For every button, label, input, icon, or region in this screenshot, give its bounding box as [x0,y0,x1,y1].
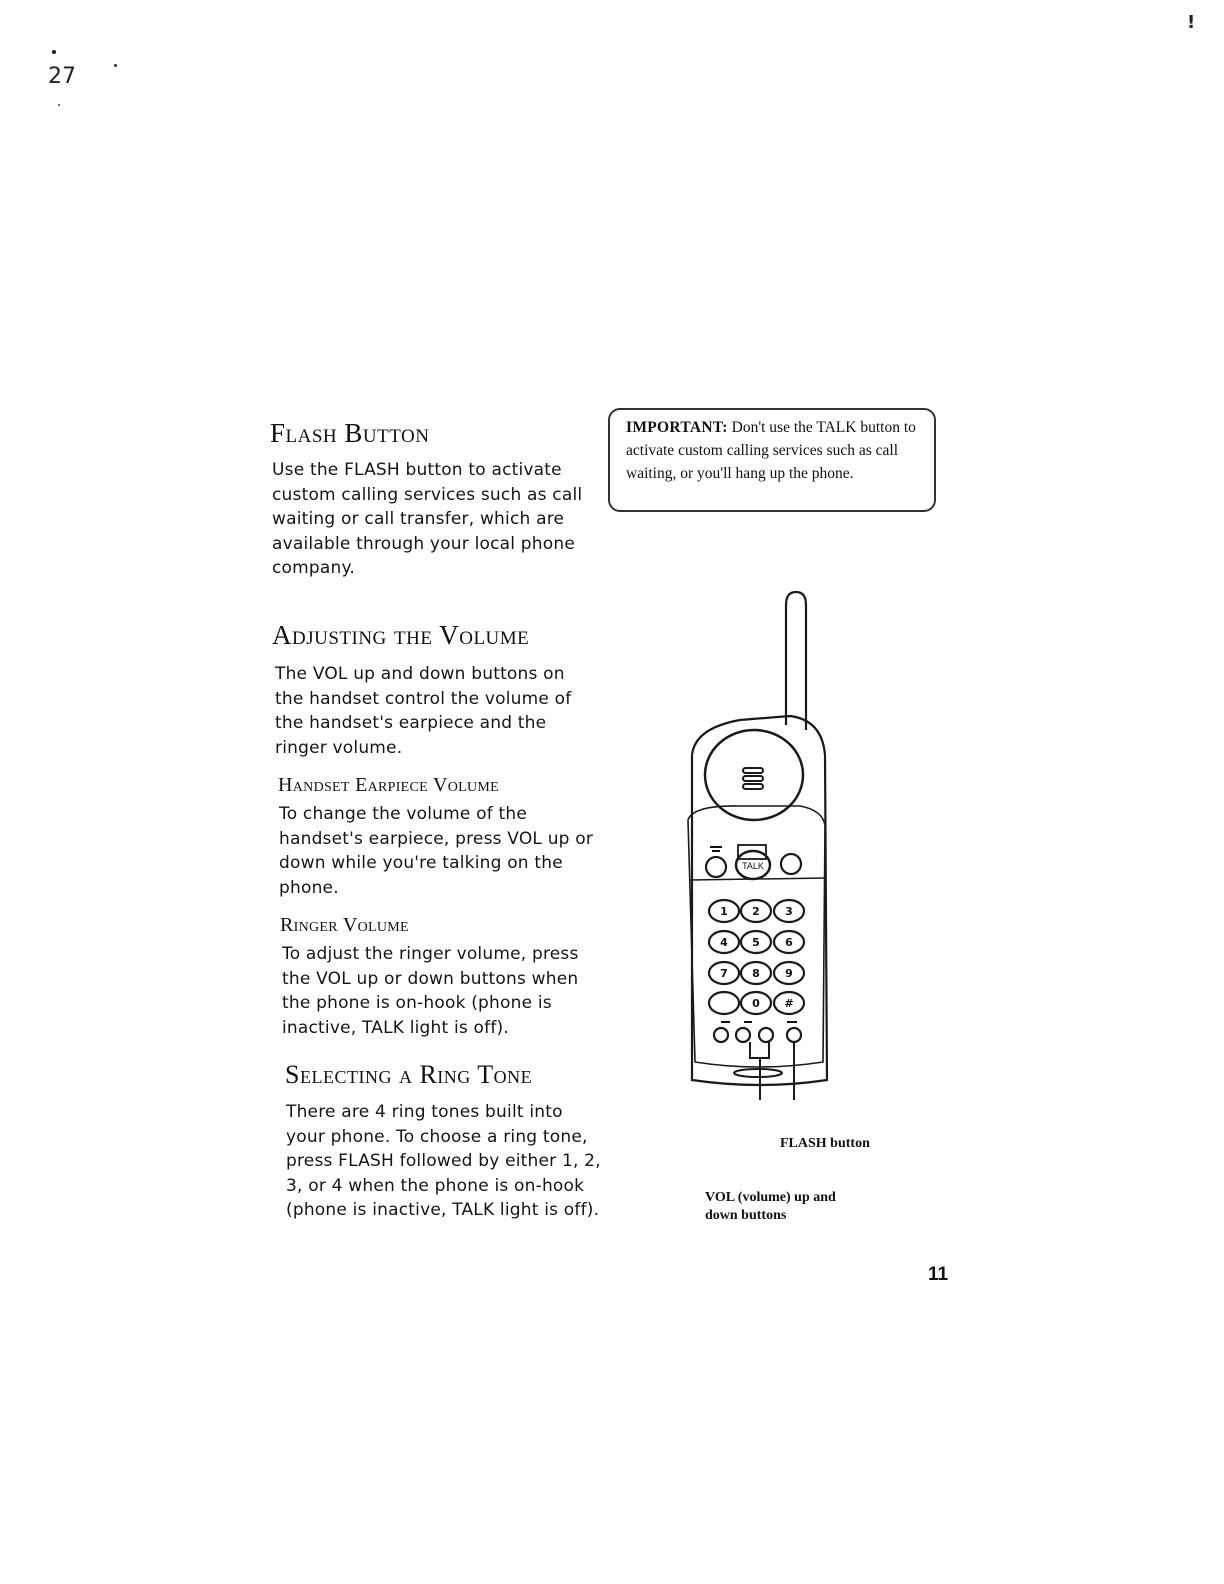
earpiece-slot [743,768,763,773]
vol-up-button [736,1028,750,1042]
important-label: IMPORTANT: [626,419,728,436]
keypad-key-label: 4 [720,936,728,949]
flash-button [787,1028,801,1042]
keypad-key-label: 7 [720,967,728,980]
flash-section-title: Flash Button [270,418,430,448]
vol-callout-line1: VOL (volume) up and [705,1190,836,1205]
scan-dot [58,104,60,106]
keypad-key-label: 2 [752,905,760,918]
keypad-key-label: 3 [785,905,793,918]
earpiece-volume-title: Handset Earpiece Volume [278,774,499,796]
keypad-key [709,992,739,1014]
flash-section-text: Use the FLASH button to activate custom calling services such as call waiting or call transfer, which are available through your local phone company. [272,460,583,578]
keypad-key-label: 1 [720,905,728,918]
keypad-key-label: 9 [785,967,793,980]
keypad-key-label: 8 [752,967,760,980]
earpiece-volume-text: To change the volume of the handset's earpiece, press VOL up or down while you're talking on the phone. [279,804,594,898]
mouthpiece [734,1069,782,1077]
keypad-key-label: # [784,997,794,1010]
vol-down-button [714,1028,728,1042]
keypad-key-label: 6 [785,936,793,949]
vol-callout-line2: down buttons [705,1208,787,1223]
phone-handset-figure [640,580,870,1100]
antenna [786,592,806,730]
earpiece-slot [743,784,763,789]
keypad-key-label: 5 [752,936,760,949]
earpiece-slot [743,776,763,781]
top-right-scan-mark: ! [1187,12,1196,33]
important-note-box [608,408,936,512]
page-number: 11 [928,1264,949,1285]
ringer-volume-title: Ringer Volume [280,914,409,936]
channel-button [781,854,801,874]
important-note-text: Don't use the TALK button to activate custom calling services such as call waiting, or you'll hang up the phone. [626,419,916,482]
scan-dot [114,64,117,67]
vol-buttons-callout [705,1189,875,1225]
memory-button [706,857,726,877]
ringer-volume-text: To adjust the ringer volume, press the VOL up or down buttons when the phone is on-hook (phone is inactive, TALK light is off). [282,944,579,1038]
talk-button-label: TALK [742,861,764,871]
keypad-key-label: 0 [752,997,760,1010]
volume-section-text: The VOL up and down buttons on the handset control the volume of the handset's earpiece and the ringer volume. [275,664,572,758]
ring-tone-section-text: There are 4 ring tones built into your phone. To choose a ring tone, press FLASH followed by either 1, 2, 3, or 4 when the phone is on-hook (phone is inactive, TALK light is off). [286,1102,601,1220]
volume-section-title: Adjusting the Volume [272,620,530,650]
vol-bracket [750,1042,769,1058]
ring-tone-section-title: Selecting a Ring Tone [285,1060,533,1089]
flash-button-callout: FLASH button [780,1136,870,1151]
corner-page-mark: 27 [48,64,76,89]
vol-up-button [759,1028,773,1042]
scan-dot [52,50,56,54]
